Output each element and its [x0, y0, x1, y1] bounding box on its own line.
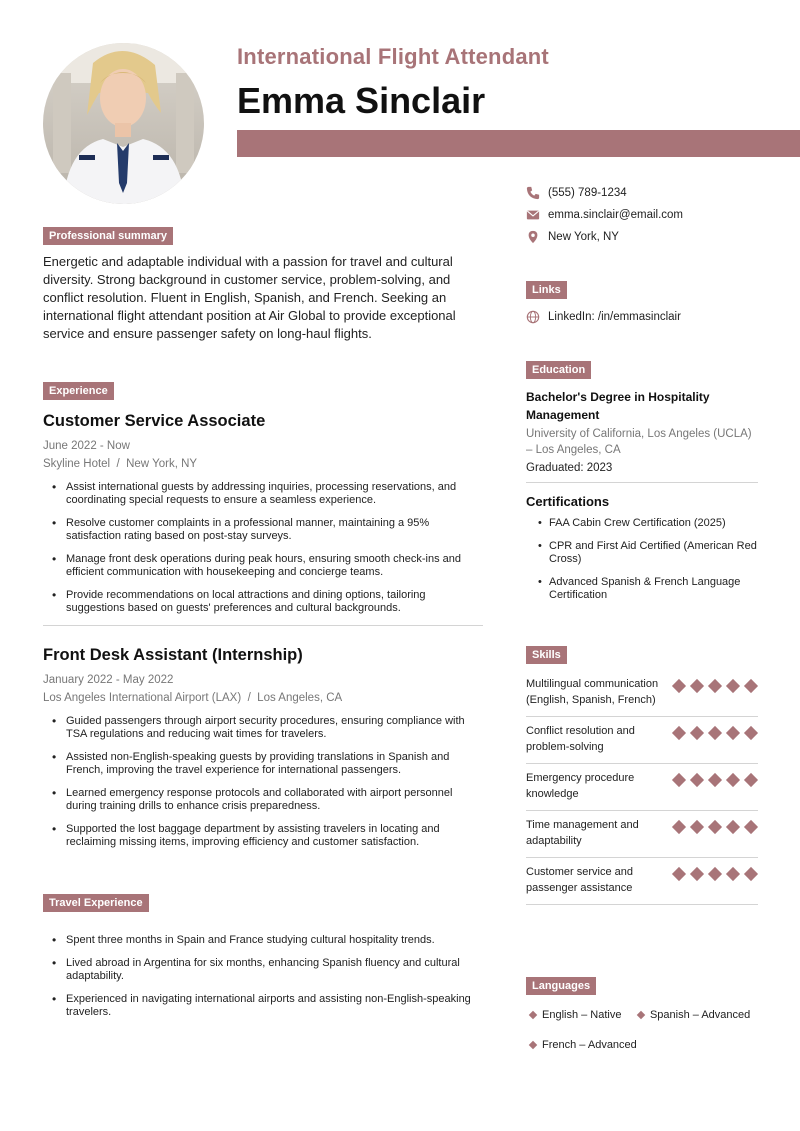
- contact-email[interactable]: [526, 204, 758, 226]
- job-bullet: • Learned emergency response protocols and collaborated with airport personnel during training drills to enhance crisis preparedness.: [43, 787, 488, 813]
- language-text: Spanish – Advanced: [649, 1009, 751, 1021]
- skill-level-diamond: [672, 773, 686, 787]
- education-graduated: Graduated: 2023: [526, 462, 613, 474]
- skill-row: [526, 764, 758, 811]
- travel-bullet: • Experienced in navigating international airports and assisting non-English-speaking travelers.: [43, 993, 488, 1019]
- education-section: [526, 360, 758, 612]
- job-employer: Los Angeles International Airport (LAX): [43, 692, 242, 704]
- languages-label: Languages: [526, 977, 596, 995]
- job-city: New York, NY: [126, 458, 198, 470]
- languages-section: [526, 976, 758, 1053]
- skill-rating: [672, 817, 758, 834]
- title-accent-bar: [237, 130, 800, 157]
- job-bullet: • Assist international guests by addressing inquiries, processing reservations, and coordinating special requests to ensure a seamless experience.: [43, 481, 488, 507]
- certification-item: • FAA Cabin Crew Certification (2025): [526, 517, 758, 530]
- job-separator: /: [116, 458, 120, 470]
- job-bullets: [43, 481, 488, 615]
- travel-section: [43, 893, 488, 1029]
- language-item: [526, 1009, 622, 1021]
- diamond-icon: [637, 1011, 645, 1019]
- languages-row: [526, 1035, 758, 1053]
- job-bullet: • Provide recommendations on local attractions and dining options, tailoring suggestions based on guests' preferences and cultural backgrounds.: [43, 589, 488, 615]
- contact-phone[interactable]: [526, 182, 758, 204]
- contact-location: [526, 226, 758, 248]
- skill-level-diamond: [690, 820, 704, 834]
- skill-name: Emergency procedure knowledge: [526, 772, 635, 800]
- travel-bullets: [43, 934, 488, 1019]
- skill-level-diamond: [726, 773, 740, 787]
- skill-level-diamond: [672, 820, 686, 834]
- skill-level-diamond: [726, 867, 740, 881]
- skill-level-diamond: [672, 679, 686, 693]
- skills-label: Skills: [526, 646, 567, 664]
- education-degree: Bachelor's Degree in Hospitality Management: [526, 390, 710, 422]
- job-dates: January 2022 - May 2022: [43, 674, 174, 686]
- job-bullet: • Guided passengers through airport security procedures, ensuring compliance with TSA regulations and reducing wait times for travelers.: [43, 715, 488, 741]
- links-section: [526, 280, 758, 328]
- skill-level-diamond: [690, 679, 704, 693]
- job-location: [43, 689, 488, 707]
- job-entry: [43, 412, 488, 615]
- candidate-name: Emma Sinclair: [237, 80, 486, 121]
- job-bullets: [43, 715, 488, 849]
- experience-section: [43, 381, 488, 859]
- email-text: emma.sinclair@email.com: [548, 209, 684, 221]
- skill-name: Conflict resolution and problem-solving: [526, 725, 635, 753]
- certification-item: • CPR and First Aid Certified (American Red Cross): [526, 540, 758, 566]
- languages-row: [526, 1005, 758, 1023]
- education-school: University of California, Los Angeles (UCLA) – Los Angeles, CA: [526, 428, 752, 456]
- skills-section: [526, 645, 758, 905]
- linkedin-link[interactable]: [526, 306, 758, 328]
- certifications-list: [526, 517, 758, 602]
- job-bullet: • Resolve customer complaints in a professional manner, maintaining a 95% satisfaction rating based on post-stay surveys.: [43, 517, 488, 543]
- linkedin-text: LinkedIn: /in/emmasinclair: [548, 311, 681, 323]
- skill-level-diamond: [708, 820, 722, 834]
- skill-level-diamond: [708, 773, 722, 787]
- globe-icon: [526, 310, 540, 324]
- skill-row: [526, 670, 758, 717]
- travel-bullet: • Lived abroad in Argentina for six months, enhancing Spanish fluency and cultural adaptability.: [43, 957, 488, 983]
- skill-level-diamond: [726, 679, 740, 693]
- job-bullet: • Manage front desk operations during peak hours, ensuring smooth check-ins and efficient communication with housekeeping and concierge teams.: [43, 553, 488, 579]
- profile-photo: [43, 43, 204, 204]
- diamond-icon: [529, 1011, 537, 1019]
- phone-text: (555) 789-1234: [548, 187, 627, 199]
- job-employer: Skyline Hotel: [43, 458, 111, 470]
- location-pin-icon: [526, 230, 540, 244]
- language-item: [526, 1039, 637, 1051]
- skill-rating: [672, 723, 758, 740]
- job-title-heading: Front Desk Assistant (Internship): [43, 646, 303, 664]
- summary-label: Professional summary: [43, 227, 173, 245]
- skill-level-diamond: [708, 867, 722, 881]
- job-title-heading: Customer Service Associate: [43, 412, 266, 430]
- phone-icon: [526, 186, 540, 200]
- certifications-heading: Certifications: [526, 494, 610, 509]
- email-icon: [526, 208, 540, 222]
- summary-text: Energetic and adaptable individual with a passion for travel and cultural diversity. Strong background in customer service, problem-solving, and conflict resolution. Fluent in English, Spanish, and French. Seeking an international flight attendant position at Air Global to provide exceptional service and ensure passenger safety on long-haul flights.: [43, 254, 456, 341]
- skill-rating: [672, 676, 758, 693]
- skill-level-diamond: [744, 679, 758, 693]
- skill-name: Time management and adaptability: [526, 819, 639, 847]
- job-entry: [43, 646, 488, 849]
- summary-section: [43, 226, 488, 343]
- skill-level-diamond: [726, 726, 740, 740]
- job-bullet: • Supported the lost baggage department by assisting travelers in locating and reclaiming missing items, improving efficiency and customer satisfaction.: [43, 823, 488, 849]
- skill-level-diamond: [744, 820, 758, 834]
- skill-level-diamond: [726, 820, 740, 834]
- location-text: New York, NY: [548, 231, 619, 243]
- skill-name: Multilingual communication (English, Spanish, French): [526, 678, 659, 706]
- job-bullet: • Assisted non-English-speaking guests by providing translations in Spanish and French, improving the travel experience for international passengers.: [43, 751, 488, 777]
- skill-level-diamond: [672, 867, 686, 881]
- skill-level-diamond: [708, 726, 722, 740]
- skill-level-diamond: [690, 867, 704, 881]
- skill-level-diamond: [744, 726, 758, 740]
- skill-row: [526, 811, 758, 858]
- job-dates: June 2022 - Now: [43, 440, 130, 452]
- diamond-icon: [529, 1041, 537, 1049]
- experience-label: Experience: [43, 382, 114, 400]
- education-label: Education: [526, 361, 591, 379]
- skill-rating: [672, 770, 758, 787]
- skill-row: [526, 717, 758, 764]
- skill-level-diamond: [690, 726, 704, 740]
- job-divider: [43, 625, 483, 626]
- skills-list: [526, 670, 758, 905]
- certification-item: • Advanced Spanish & French Language Certification: [526, 576, 758, 602]
- skill-level-diamond: [744, 773, 758, 787]
- language-item: [634, 1009, 750, 1021]
- skill-row: [526, 858, 758, 905]
- education-divider: [526, 482, 758, 483]
- job-separator: /: [247, 692, 251, 704]
- skill-level-diamond: [708, 679, 722, 693]
- links-label: Links: [526, 281, 567, 299]
- skill-level-diamond: [744, 867, 758, 881]
- job-title: International Flight Attendant: [237, 44, 549, 69]
- contact-section: [526, 182, 758, 248]
- travel-bullet: • Spent three months in Spain and France studying cultural hospitality trends.: [43, 934, 488, 947]
- language-text: French – Advanced: [542, 1039, 637, 1051]
- skill-level-diamond: [690, 773, 704, 787]
- job-city: Los Angeles, CA: [257, 692, 343, 704]
- job-location: [43, 455, 488, 473]
- skill-rating: [672, 864, 758, 881]
- skill-name: Customer service and passenger assistance: [526, 866, 633, 894]
- travel-label: Travel Experience: [43, 894, 149, 912]
- language-text: English – Native: [542, 1009, 622, 1021]
- skill-level-diamond: [672, 726, 686, 740]
